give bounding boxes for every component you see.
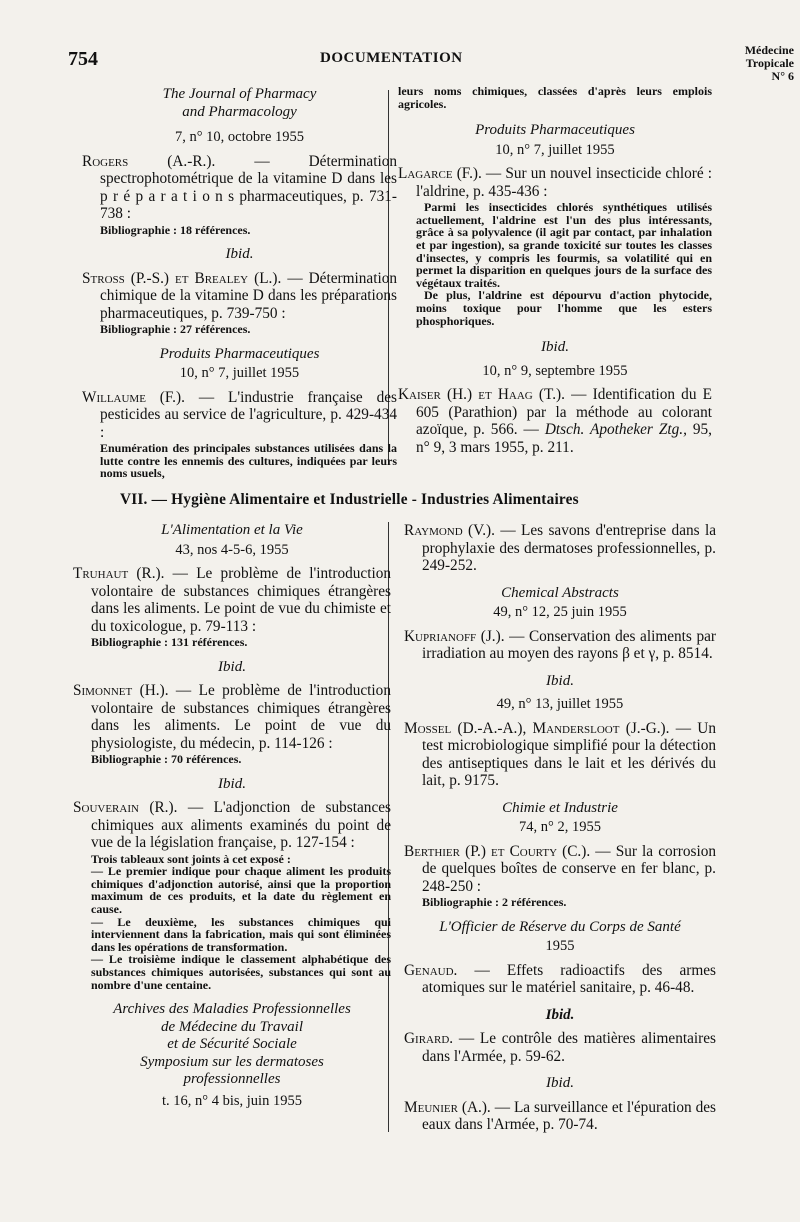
journal-tag <box>745 44 794 83</box>
issue-line: 43, nos 4-5-6, 1955 <box>175 541 289 558</box>
note-paragraph: Trois tableaux sont joints à cet exposé : <box>91 851 291 866</box>
journal-title: Chimie et Industrie <box>502 799 618 816</box>
page-number: 754 <box>68 48 98 70</box>
entry-note <box>91 853 391 992</box>
issue-line: 49, n° 12, 25 juin 1955 <box>493 604 627 620</box>
bibliography-entry <box>82 153 397 237</box>
top-right-column <box>398 84 712 466</box>
ibid-label: Ibid. <box>546 672 574 689</box>
bottom-left-column <box>73 522 391 1116</box>
bibliography-entry <box>73 799 391 991</box>
running-title: DOCUMENTATION <box>320 50 463 66</box>
entry-author: Kuprianoff (J.). <box>404 627 505 645</box>
journal-title <box>82 86 397 121</box>
entry-text: — Les savons d'entreprise dans la prophylaxie des dermatoses professionnelles, p. 249-252. <box>422 522 716 574</box>
journal-title: Produits Pharmaceutiques <box>475 122 635 139</box>
section-heading: VII. — Hygiène Alimentaire et Industrielle - Industries Alimentaires <box>120 491 579 508</box>
note-paragraph: — Le deuxième, les substances chimiques qui interviennent dans la fabrication, mais qui sont éliminées dans les opérations de transformation. <box>91 914 391 954</box>
entry-note <box>416 201 712 327</box>
entry-author: Genaud. <box>404 961 458 979</box>
journal-title <box>73 1001 391 1089</box>
journal-title-line: professionnelles <box>183 1071 281 1088</box>
bibliography-entry <box>82 270 397 336</box>
issue-line: 1955 <box>545 938 575 955</box>
ibid-label: Ibid. <box>541 339 569 356</box>
entry-text: — Un test microbiologique simplifié pour la détection des antiseptiques dans le lait et les dérivés du lait, p. 9175. <box>422 719 716 789</box>
entry-text: — Détermination spectrophotométrique de la vitamine D dans les p r é p a r a t i o n s pharmaceutiques, p. 731-738 : <box>100 152 397 222</box>
entry-author: Mossel (D.-A.-A.), Mandersloot (J.-G.). <box>404 719 670 737</box>
entry-note: Bibliographie : 70 références. <box>91 752 242 767</box>
ibid-label: Ibid. <box>546 1075 574 1092</box>
journal-title: L'Officier de Réserve du Corps de Santé <box>439 918 681 935</box>
issue-line: t. 16, n° 4 bis, juin 1955 <box>162 1092 302 1109</box>
note-paragraph: Parmi les insecticides chlorés synthétiques utilisés actuellement, l'aldrine est l'un des plus intéressants, grâce à sa polyvalence (il agit par contact, par inhalation et par ingestion), sa grande toxicité sur toutes les classes d'insectes, y compris les fourmis, sa volatilité qui en permet la disparition en quelques jours de la surface des végétaux traités. <box>416 200 712 290</box>
entry-text: — Le problème de l'introduction volontaire de substances chimiques étrangères dans les aliments. Le point de vue du physiologiste, du médecin, p. 114-126 : <box>91 682 391 752</box>
entry-note: Enumération des principales substances utilisées dans la lutte contre les ennemis des cultures, indiquées par leurs noms usuels, <box>100 441 397 481</box>
issue-line: 74, n° 2, 1955 <box>519 819 601 835</box>
journal-tag-line: N° 6 <box>771 69 794 83</box>
bibliography-entry <box>73 565 391 649</box>
entry-text: — Le contrôle des matières alimentaires dans l'Armée, p. 59-62. <box>422 1030 716 1065</box>
entry-text: — L'adjonction de substances chimiques aux aliments examinés du point de vue de la législation française, p. 127-154 : <box>91 799 391 852</box>
entry-text: — L'industrie française des pesticides au service de l'agriculture, p. 429-434 : <box>100 388 397 441</box>
entry-author: Girard. <box>404 1030 454 1048</box>
bottom-right-column <box>404 522 716 1144</box>
entry-note: Bibliographie : 18 références. <box>100 222 251 237</box>
bibliography-entry <box>404 962 716 997</box>
entry-author: Truhaut (R.). <box>73 565 165 582</box>
journal-tag-line: Tropicale <box>745 56 794 70</box>
bibliography-entry <box>404 1030 716 1065</box>
entry-author: Souverain (R.). <box>73 799 178 817</box>
entry-text: — Sur un nouvel insecticide chloré : l'aldrine, p. 435-436 : <box>416 165 713 200</box>
issue-line: 49, n° 13, juillet 1955 <box>496 696 624 712</box>
entry-note: Bibliographie : 2 références. <box>422 895 567 909</box>
entry-text: — Identification du E 605 (Parathion) par la méthode au colorant azoïque, p. 566. — <box>416 386 712 439</box>
entry-note: Bibliographie : 131 références. <box>91 635 248 649</box>
bibliography-entry <box>404 1099 716 1134</box>
note-continuation: leurs noms chimiques, classées d'après leurs emplois agricoles. <box>398 84 712 111</box>
bibliography-entry <box>404 843 716 909</box>
entry-note: Bibliographie : 27 références. <box>100 322 251 337</box>
issue-line: 10, n° 9, septembre 1955 <box>482 362 628 379</box>
bibliography-entry <box>404 628 716 663</box>
journal-title: Chemical Abstracts <box>501 584 619 601</box>
note-paragraph: — Le premier indique pour chaque aliment les produits chimiques d'adjonction autorisé, ainsi que la proportion maximum de ces produits, et la date du règlement en cause. <box>91 864 391 917</box>
entry-author: Meunier (A.). <box>404 1098 491 1116</box>
note-paragraph: — Le troisième indique le classement alphabétique des substances chimiques autorisées, substances qui sont au nombre d'une centaine. <box>91 952 391 992</box>
entry-text: — Sur la corrosion de quelques boîtes de conserve en fer blanc, p. 248-250 : <box>422 842 716 895</box>
entry-journal-ref: Dtsch. Apotheker Ztg., <box>538 421 687 439</box>
ibid-label: Ibid. <box>225 246 254 263</box>
entry-author: Rogers (A.-R.). <box>82 152 216 170</box>
top-left-column <box>82 86 397 490</box>
entry-author: Willaume (F.). <box>82 388 185 406</box>
journal-tag-line: Médecine <box>744 43 794 57</box>
bibliography-entry <box>404 720 716 790</box>
journal-title-line: and Pharmacology <box>182 103 297 120</box>
entry-text: — Le problème de l'introduction volontaire de substances chimiques étrangères dans les aliments. Le point de vue du chimiste et du toxicologue, p. 79-113 : <box>91 565 391 635</box>
journal-title-line: Symposium sur les dermatoses <box>140 1053 324 1070</box>
entry-author: Kaiser (H.) et Haag (T.). <box>398 386 565 404</box>
bibliography-entry <box>398 386 712 456</box>
ibid-label: Ibid. <box>218 658 246 675</box>
journal-title-line: et de Sécurité Sociale <box>167 1036 297 1053</box>
entry-author: Raymond (V.). <box>404 522 495 539</box>
entry-author: Lagarce (F.). <box>398 165 482 183</box>
entry-text: — Détermination chimique de la vitamine D dans les préparations pharmaceutiques, p. 739-750 : <box>100 269 397 322</box>
entry-author: Simonnet (H.). <box>73 682 169 700</box>
entry-author: Berthier (P.) et Courty (C.). <box>404 842 591 860</box>
issue-line: 7, n° 10, octobre 1955 <box>174 129 305 145</box>
entry-text: 95, n° 9, 3 mars 1955, p. 211. <box>416 421 712 456</box>
note-paragraph: De plus, l'aldrine est dépourvu d'action phytocide, moins toxique pour l'homme que les esters phosphoriques. <box>416 288 712 328</box>
bibliography-entry <box>404 522 716 575</box>
bibliography-entry <box>73 682 391 766</box>
bibliography-entry <box>82 389 397 480</box>
issue-line: 10, n° 7, juillet 1955 <box>495 141 615 158</box>
ibid-label: Ibid. <box>218 775 246 792</box>
journal-title-line: The Journal of Pharmacy <box>162 86 317 102</box>
bibliography-entry <box>398 165 712 327</box>
journal-title: Produits Pharmaceutiques <box>159 345 320 362</box>
journal-title-line: Archives des Maladies Professionnelles <box>113 1001 351 1018</box>
entry-author: Stross (P.-S.) et Brealey (L.). <box>82 269 282 287</box>
issue-line: 10, n° 7, juillet 1955 <box>179 365 300 382</box>
journal-title: L'Alimentation et la Vie <box>161 522 303 538</box>
entry-text: — Conservation des aliments par irradiation au moyen des rayons β et γ, p. 8514. <box>422 627 716 662</box>
entry-text: — La surveillance et l'épuration des eaux dans l'Armée, p. 70-74. <box>422 1098 716 1134</box>
ibid-label: Ibid. <box>545 1006 575 1023</box>
journal-title-line: de Médecine du Travail <box>160 1018 304 1035</box>
entry-text: — Effets radioactifs des armes atomiques sur le matériel sanitaire, p. 46-48. <box>422 961 716 997</box>
